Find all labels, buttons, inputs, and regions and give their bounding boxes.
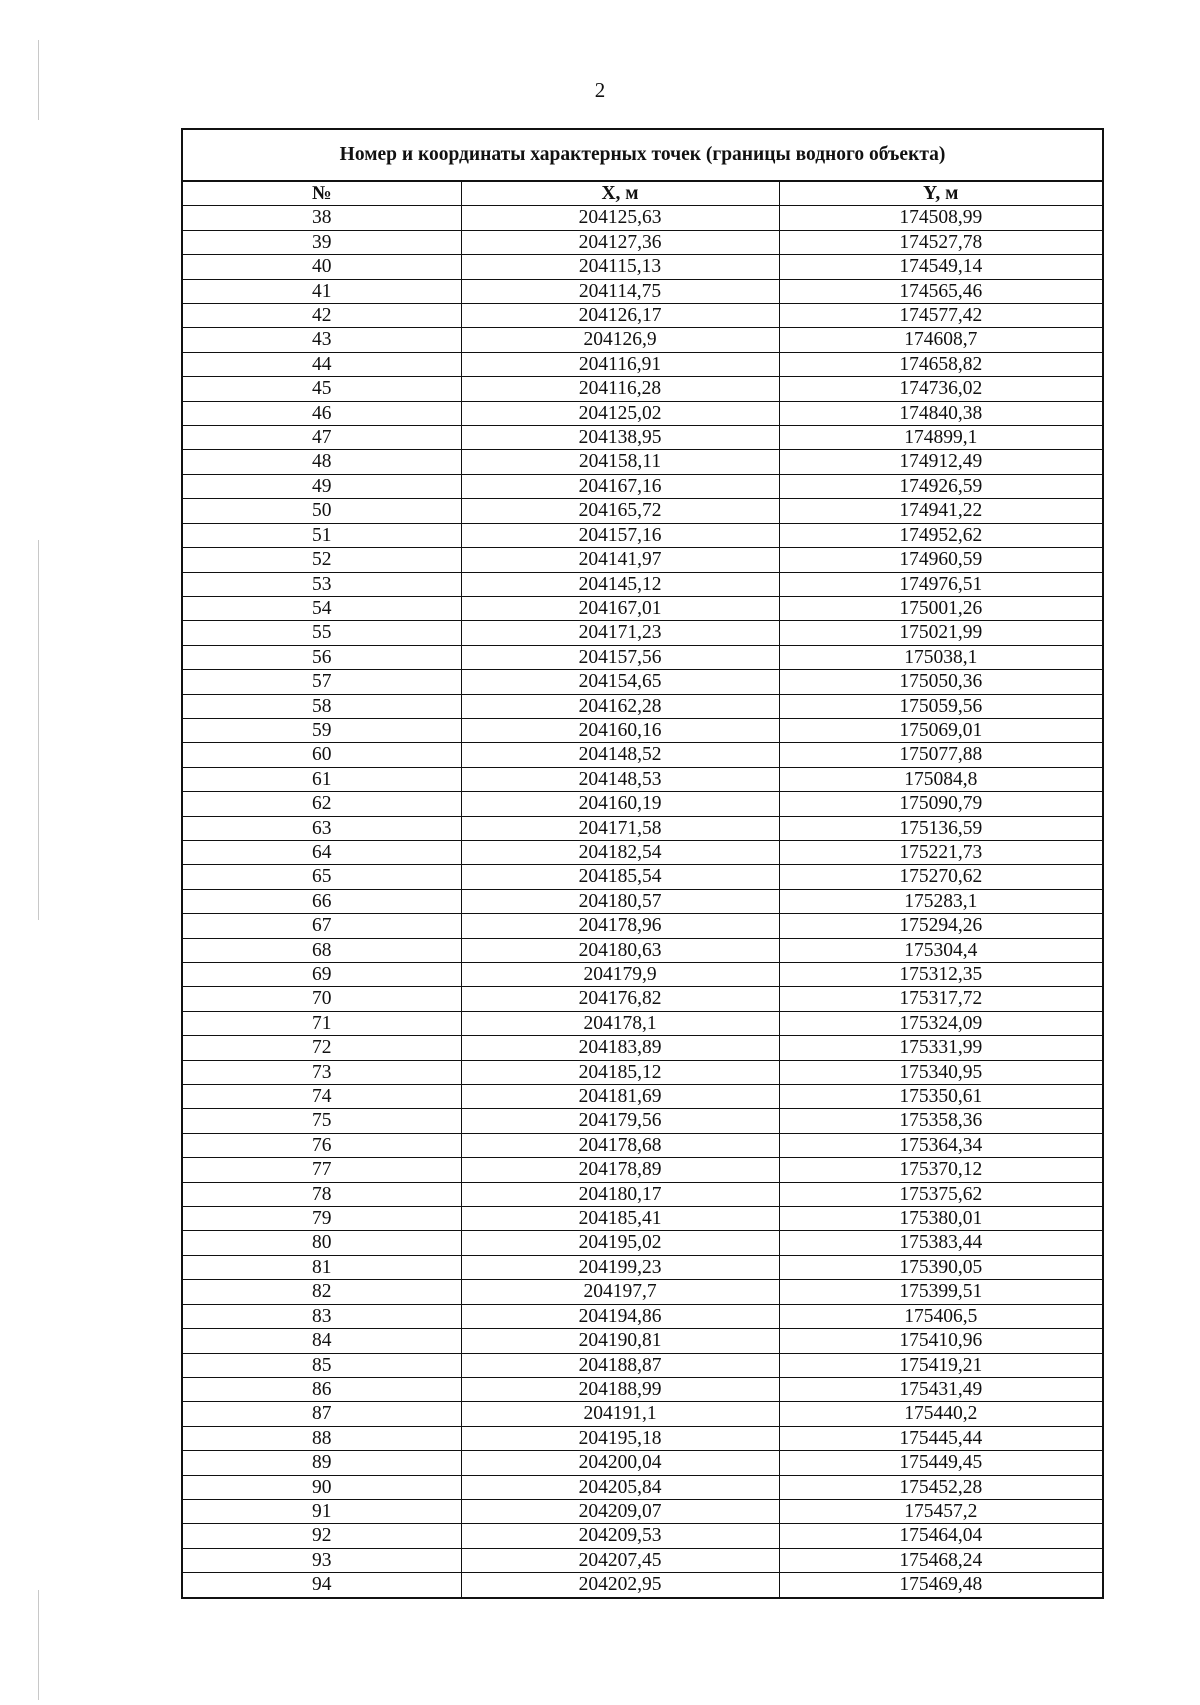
x-coordinate-cell: 204125,63 <box>461 206 779 230</box>
y-coordinate-cell: 175380,01 <box>779 1207 1103 1231</box>
x-coordinate-cell: 204167,16 <box>461 474 779 498</box>
table-row <box>182 914 1103 938</box>
point-number-cell: 47 <box>182 426 461 450</box>
table-row <box>182 352 1103 376</box>
table-row <box>182 328 1103 352</box>
point-number-cell: 55 <box>182 621 461 645</box>
page-number: 2 <box>594 78 606 102</box>
y-coordinate-cell: 175077,88 <box>779 743 1103 767</box>
x-coordinate-cell: 204125,02 <box>461 401 779 425</box>
y-coordinate-cell: 174960,59 <box>779 548 1103 572</box>
point-number-cell: 49 <box>182 474 461 498</box>
y-coordinate-cell: 175069,01 <box>779 718 1103 742</box>
point-number-cell: 79 <box>182 1207 461 1231</box>
x-coordinate-cell: 204180,17 <box>461 1182 779 1206</box>
y-coordinate-cell: 174912,49 <box>779 450 1103 474</box>
point-number-cell: 61 <box>182 767 461 791</box>
x-coordinate-cell: 204127,36 <box>461 230 779 254</box>
coordinates-table <box>181 128 1104 1599</box>
y-coordinate-cell: 174976,51 <box>779 572 1103 596</box>
point-number-cell: 52 <box>182 548 461 572</box>
y-coordinate-cell: 175001,26 <box>779 596 1103 620</box>
table-row <box>182 1255 1103 1279</box>
point-number-cell: 80 <box>182 1231 461 1255</box>
x-coordinate-cell: 204178,96 <box>461 914 779 938</box>
point-number-cell: 68 <box>182 938 461 962</box>
y-coordinate-cell: 175410,96 <box>779 1329 1103 1353</box>
x-coordinate-cell: 204190,81 <box>461 1329 779 1353</box>
point-number-cell: 70 <box>182 987 461 1011</box>
y-coordinate-cell: 175059,56 <box>779 694 1103 718</box>
point-number-cell: 74 <box>182 1085 461 1109</box>
y-coordinate-cell: 175383,44 <box>779 1231 1103 1255</box>
y-coordinate-cell: 175038,1 <box>779 645 1103 669</box>
point-number-cell: 39 <box>182 230 461 254</box>
y-coordinate-cell: 174608,7 <box>779 328 1103 352</box>
y-coordinate-cell: 175084,8 <box>779 767 1103 791</box>
y-coordinate-cell: 175317,72 <box>779 987 1103 1011</box>
x-coordinate-cell: 204126,9 <box>461 328 779 352</box>
x-coordinate-cell: 204138,95 <box>461 426 779 450</box>
point-number-cell: 85 <box>182 1353 461 1377</box>
point-number-cell: 54 <box>182 596 461 620</box>
table-row <box>182 1475 1103 1499</box>
table-row <box>182 426 1103 450</box>
table-row <box>182 1182 1103 1206</box>
point-number-cell: 81 <box>182 1255 461 1279</box>
x-coordinate-cell: 204191,1 <box>461 1402 779 1426</box>
y-coordinate-cell: 175331,99 <box>779 1036 1103 1060</box>
y-coordinate-cell: 175419,21 <box>779 1353 1103 1377</box>
x-coordinate-cell: 204195,02 <box>461 1231 779 1255</box>
point-number-cell: 59 <box>182 718 461 742</box>
point-number-cell: 45 <box>182 377 461 401</box>
table-row <box>182 1304 1103 1328</box>
point-number-cell: 51 <box>182 523 461 547</box>
x-coordinate-cell: 204158,11 <box>461 450 779 474</box>
x-coordinate-cell: 204157,56 <box>461 645 779 669</box>
y-coordinate-cell: 175324,09 <box>779 1011 1103 1035</box>
x-coordinate-cell: 204148,53 <box>461 767 779 791</box>
point-number-cell: 71 <box>182 1011 461 1035</box>
y-coordinate-cell: 175312,35 <box>779 963 1103 987</box>
point-number-cell: 92 <box>182 1524 461 1548</box>
x-coordinate-cell: 204115,13 <box>461 255 779 279</box>
table-row <box>182 621 1103 645</box>
x-coordinate-cell: 204160,19 <box>461 792 779 816</box>
x-coordinate-cell: 204195,18 <box>461 1426 779 1450</box>
x-coordinate-cell: 204207,45 <box>461 1548 779 1572</box>
table-row <box>182 743 1103 767</box>
table-row <box>182 792 1103 816</box>
table-row <box>182 450 1103 474</box>
x-coordinate-cell: 204145,12 <box>461 572 779 596</box>
table-row <box>182 255 1103 279</box>
x-coordinate-cell: 204205,84 <box>461 1475 779 1499</box>
x-coordinate-cell: 204185,54 <box>461 865 779 889</box>
point-number-cell: 69 <box>182 963 461 987</box>
table-row <box>182 279 1103 303</box>
x-coordinate-cell: 204179,9 <box>461 963 779 987</box>
y-coordinate-cell: 174952,62 <box>779 523 1103 547</box>
y-coordinate-cell: 174840,38 <box>779 401 1103 425</box>
y-coordinate-cell: 175399,51 <box>779 1280 1103 1304</box>
point-number-cell: 82 <box>182 1280 461 1304</box>
table-row <box>182 548 1103 572</box>
point-number-cell: 66 <box>182 889 461 913</box>
point-number-cell: 76 <box>182 1133 461 1157</box>
scan-edge-line-middle <box>38 540 39 920</box>
point-number-cell: 53 <box>182 572 461 596</box>
x-coordinate-cell: 204185,41 <box>461 1207 779 1231</box>
point-number-cell: 58 <box>182 694 461 718</box>
table-row <box>182 1231 1103 1255</box>
x-coordinate-cell: 204116,28 <box>461 377 779 401</box>
table-row <box>182 938 1103 962</box>
x-coordinate-cell: 204199,23 <box>461 1255 779 1279</box>
point-number-cell: 40 <box>182 255 461 279</box>
table-title: Номер и координаты характерных точек (границы водного объекта) <box>182 129 1103 181</box>
x-coordinate-cell: 204160,16 <box>461 718 779 742</box>
y-coordinate-cell: 175452,28 <box>779 1475 1103 1499</box>
x-coordinate-cell: 204197,7 <box>461 1280 779 1304</box>
table-row <box>182 1036 1103 1060</box>
x-coordinate-cell: 204202,95 <box>461 1573 779 1598</box>
point-number-cell: 44 <box>182 352 461 376</box>
x-coordinate-cell: 204180,63 <box>461 938 779 962</box>
y-coordinate-cell: 175050,36 <box>779 670 1103 694</box>
point-number-cell: 41 <box>182 279 461 303</box>
y-coordinate-cell: 175390,05 <box>779 1255 1103 1279</box>
y-coordinate-cell: 175304,4 <box>779 938 1103 962</box>
table-row <box>182 865 1103 889</box>
x-coordinate-cell: 204209,53 <box>461 1524 779 1548</box>
table-row <box>182 1133 1103 1157</box>
column-header-number: № <box>182 181 461 206</box>
y-coordinate-cell: 175021,99 <box>779 621 1103 645</box>
x-coordinate-cell: 204178,89 <box>461 1158 779 1182</box>
y-coordinate-cell: 175406,5 <box>779 1304 1103 1328</box>
table-row <box>182 230 1103 254</box>
table-row <box>182 206 1103 230</box>
point-number-cell: 56 <box>182 645 461 669</box>
x-coordinate-cell: 204176,82 <box>461 987 779 1011</box>
y-coordinate-cell: 175445,44 <box>779 1426 1103 1450</box>
table-row <box>182 1451 1103 1475</box>
point-number-cell: 75 <box>182 1109 461 1133</box>
x-coordinate-cell: 204178,1 <box>461 1011 779 1035</box>
point-number-cell: 42 <box>182 304 461 328</box>
x-coordinate-cell: 204194,86 <box>461 1304 779 1328</box>
point-number-cell: 48 <box>182 450 461 474</box>
table-row <box>182 987 1103 1011</box>
table-row <box>182 474 1103 498</box>
point-number-cell: 67 <box>182 914 461 938</box>
table-row <box>182 816 1103 840</box>
y-coordinate-cell: 175358,36 <box>779 1109 1103 1133</box>
point-number-cell: 64 <box>182 840 461 864</box>
y-coordinate-cell: 175449,45 <box>779 1451 1103 1475</box>
point-number-cell: 57 <box>182 670 461 694</box>
y-coordinate-cell: 175350,61 <box>779 1085 1103 1109</box>
point-number-cell: 83 <box>182 1304 461 1328</box>
table-row <box>182 1499 1103 1523</box>
scan-edge-line-bottom <box>38 1590 39 1700</box>
table-row <box>182 1158 1103 1182</box>
y-coordinate-cell: 175340,95 <box>779 1060 1103 1084</box>
y-coordinate-cell: 175457,2 <box>779 1499 1103 1523</box>
point-number-cell: 63 <box>182 816 461 840</box>
point-number-cell: 43 <box>182 328 461 352</box>
table-row <box>182 645 1103 669</box>
table-row <box>182 1573 1103 1598</box>
x-coordinate-cell: 204116,91 <box>461 352 779 376</box>
y-coordinate-cell: 174565,46 <box>779 279 1103 303</box>
table-row <box>182 1011 1103 1035</box>
y-coordinate-cell: 174658,82 <box>779 352 1103 376</box>
column-header-y: Y, м <box>779 181 1103 206</box>
table-row <box>182 572 1103 596</box>
table-row <box>182 499 1103 523</box>
point-number-cell: 88 <box>182 1426 461 1450</box>
table-row <box>182 1207 1103 1231</box>
point-number-cell: 94 <box>182 1573 461 1598</box>
x-coordinate-cell: 204154,65 <box>461 670 779 694</box>
point-number-cell: 78 <box>182 1182 461 1206</box>
point-number-cell: 62 <box>182 792 461 816</box>
table-row <box>182 1402 1103 1426</box>
x-coordinate-cell: 204185,12 <box>461 1060 779 1084</box>
point-number-cell: 46 <box>182 401 461 425</box>
table-row <box>182 1060 1103 1084</box>
table-row <box>182 523 1103 547</box>
y-coordinate-cell: 175221,73 <box>779 840 1103 864</box>
table-row <box>182 1329 1103 1353</box>
table-row <box>182 718 1103 742</box>
y-coordinate-cell: 175468,24 <box>779 1548 1103 1572</box>
y-coordinate-cell: 174899,1 <box>779 426 1103 450</box>
table-row <box>182 1548 1103 1572</box>
x-coordinate-cell: 204209,07 <box>461 1499 779 1523</box>
table-row <box>182 1109 1103 1133</box>
point-number-cell: 93 <box>182 1548 461 1572</box>
point-number-cell: 60 <box>182 743 461 767</box>
table-row <box>182 694 1103 718</box>
y-coordinate-cell: 175440,2 <box>779 1402 1103 1426</box>
table-row <box>182 1280 1103 1304</box>
y-coordinate-cell: 175136,59 <box>779 816 1103 840</box>
table-row <box>182 304 1103 328</box>
point-number-cell: 65 <box>182 865 461 889</box>
y-coordinate-cell: 174736,02 <box>779 377 1103 401</box>
table-row <box>182 401 1103 425</box>
x-coordinate-cell: 204200,04 <box>461 1451 779 1475</box>
point-number-cell: 90 <box>182 1475 461 1499</box>
point-number-cell: 84 <box>182 1329 461 1353</box>
y-coordinate-cell: 175375,62 <box>779 1182 1103 1206</box>
table-row <box>182 1353 1103 1377</box>
x-coordinate-cell: 204114,75 <box>461 279 779 303</box>
y-coordinate-cell: 175090,79 <box>779 792 1103 816</box>
point-number-cell: 86 <box>182 1377 461 1401</box>
point-number-cell: 38 <box>182 206 461 230</box>
table-row <box>182 963 1103 987</box>
point-number-cell: 87 <box>182 1402 461 1426</box>
x-coordinate-cell: 204179,56 <box>461 1109 779 1133</box>
column-header-x: X, м <box>461 181 779 206</box>
point-number-cell: 77 <box>182 1158 461 1182</box>
x-coordinate-cell: 204181,69 <box>461 1085 779 1109</box>
y-coordinate-cell: 174577,42 <box>779 304 1103 328</box>
point-number-cell: 50 <box>182 499 461 523</box>
x-coordinate-cell: 204162,28 <box>461 694 779 718</box>
y-coordinate-cell: 175294,26 <box>779 914 1103 938</box>
x-coordinate-cell: 204183,89 <box>461 1036 779 1060</box>
x-coordinate-cell: 204180,57 <box>461 889 779 913</box>
table-row <box>182 670 1103 694</box>
x-coordinate-cell: 204178,68 <box>461 1133 779 1157</box>
column-header-row <box>182 181 1103 206</box>
x-coordinate-cell: 204167,01 <box>461 596 779 620</box>
table-row <box>182 377 1103 401</box>
y-coordinate-cell: 175469,48 <box>779 1573 1103 1598</box>
y-coordinate-cell: 175283,1 <box>779 889 1103 913</box>
y-coordinate-cell: 175364,34 <box>779 1133 1103 1157</box>
table-body <box>182 206 1103 1598</box>
x-coordinate-cell: 204182,54 <box>461 840 779 864</box>
x-coordinate-cell: 204165,72 <box>461 499 779 523</box>
table-row <box>182 1085 1103 1109</box>
y-coordinate-cell: 174508,99 <box>779 206 1103 230</box>
table-row <box>182 767 1103 791</box>
table-row <box>182 889 1103 913</box>
y-coordinate-cell: 174941,22 <box>779 499 1103 523</box>
y-coordinate-cell: 175370,12 <box>779 1158 1103 1182</box>
x-coordinate-cell: 204126,17 <box>461 304 779 328</box>
x-coordinate-cell: 204171,58 <box>461 816 779 840</box>
y-coordinate-cell: 175464,04 <box>779 1524 1103 1548</box>
x-coordinate-cell: 204188,87 <box>461 1353 779 1377</box>
table-row <box>182 1377 1103 1401</box>
x-coordinate-cell: 204188,99 <box>461 1377 779 1401</box>
point-number-cell: 91 <box>182 1499 461 1523</box>
y-coordinate-cell: 174926,59 <box>779 474 1103 498</box>
point-number-cell: 72 <box>182 1036 461 1060</box>
point-number-cell: 89 <box>182 1451 461 1475</box>
table-row <box>182 1524 1103 1548</box>
table-row <box>182 840 1103 864</box>
y-coordinate-cell: 174527,78 <box>779 230 1103 254</box>
table-row <box>182 1426 1103 1450</box>
x-coordinate-cell: 204171,23 <box>461 621 779 645</box>
table-row <box>182 596 1103 620</box>
x-coordinate-cell: 204157,16 <box>461 523 779 547</box>
point-number-cell: 73 <box>182 1060 461 1084</box>
y-coordinate-cell: 175270,62 <box>779 865 1103 889</box>
x-coordinate-cell: 204141,97 <box>461 548 779 572</box>
x-coordinate-cell: 204148,52 <box>461 743 779 767</box>
y-coordinate-cell: 175431,49 <box>779 1377 1103 1401</box>
y-coordinate-cell: 174549,14 <box>779 255 1103 279</box>
